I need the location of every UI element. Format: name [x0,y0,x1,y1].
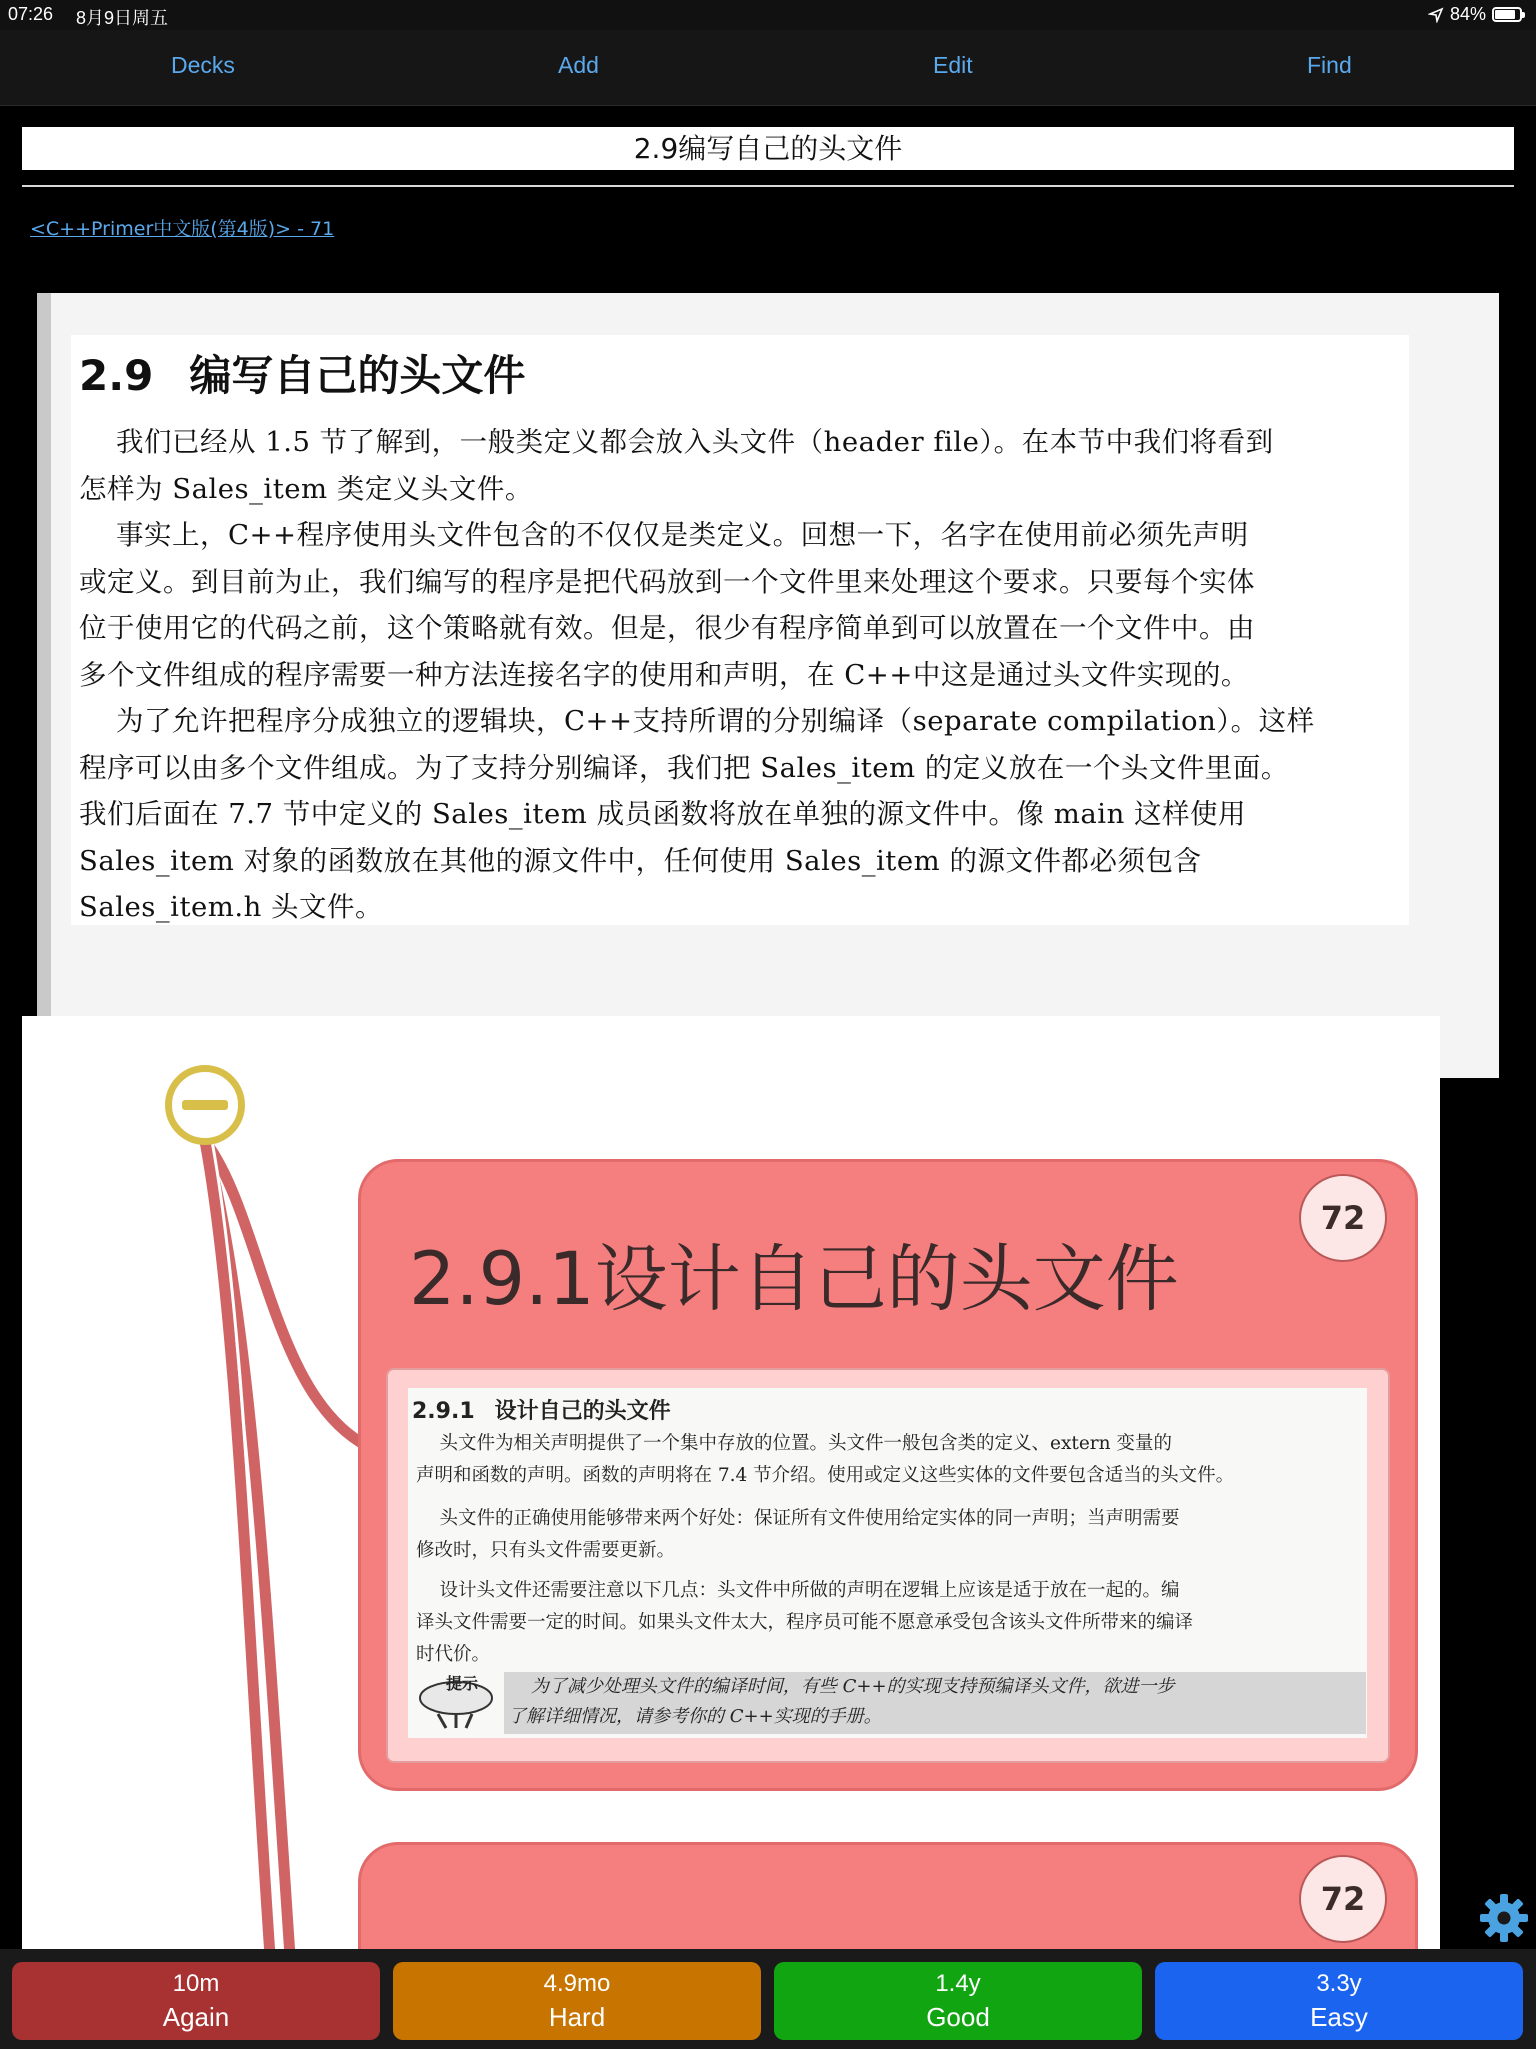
scan-heading-text: 设计自己的头文件 [494,1399,671,1424]
book-heading-number: 2.9 [79,351,154,400]
scan-heading-number: 2.9.1 [412,1399,475,1424]
again-label: Again [162,2002,230,2032]
status-time: 07:26 [8,4,54,24]
book-page-image [37,293,1499,1078]
good-label: Good [926,2002,990,2032]
top-nav-bar [0,30,1536,106]
status-right [1428,4,1522,25]
book-heading [79,343,525,403]
find-button[interactable]: Find [1307,52,1352,78]
mindmap-topic [358,1159,1418,1791]
again-interval: 10m [172,1970,220,1997]
mindmap-image [22,1016,1440,1949]
card-content[interactable] [0,107,1536,1949]
topic-scan-frame [386,1368,1390,1763]
add-button[interactable]: Add [558,52,599,78]
gear-icon[interactable] [1478,1892,1530,1944]
hard-interval: 4.9mo [543,1970,611,1997]
scan-paragraph-3: 设计头文件还需要注意以下几点：头文件中所做的声明在逻辑上应该是适于放在一起的。编 译头文件需要一定的时间。如果头文件太大，程序员可能不愿意承受包含该头文件所带来的编译 时代价。 [416,1580,1194,1665]
scan-paragraph-2: 头文件的正确使用能够带来两个好处：保证所有文件使用给定实体的同一声明；当声明需要 修改时，只有头文件需要更新。 [416,1508,1180,1561]
collapse-branch-icon [165,1065,245,1145]
book-heading-text: 编写自己的头文件 [189,351,526,400]
answer-divider [22,185,1514,187]
tip-label: 提示 [446,1674,479,1693]
scan-paragraph-1: 头文件为相关声明提供了一个集中存放的位置。头文件一般包含类的定义、extern 变量的 声明和函数的声明。函数的声明将在 7.4 节介绍。使用或定义这些实体的文件要包含适当的头文件。 [416,1433,1235,1486]
book-page-text [71,335,1409,925]
next-topic-page-badge: 72 [1299,1855,1387,1943]
again-button[interactable] [12,1962,380,2040]
good-button[interactable] [774,1962,1142,2040]
source-link[interactable]: <C++Primer中文版(第4版)> - 71 [30,218,335,240]
good-interval: 1.4y [935,1970,981,1997]
status-date: 8月9日周五 [76,8,169,28]
easy-label: Easy [1310,2002,1368,2032]
battery-percent: 84% [1449,4,1486,24]
hard-button[interactable] [393,1962,761,2040]
book-paragraph-1: 我们已经从 1.5 节了解到，一般类定义都会放入头文件（header file）。在本节中我们将看到 怎样为 Sales_item 类定义头文件。 [79,426,1274,505]
easy-button[interactable] [1155,1962,1523,2040]
topic-scan-page [408,1388,1367,1738]
battery-icon [1492,7,1522,22]
hard-label: Hard [548,2002,606,2032]
location-arrow-icon [1428,7,1444,23]
card-front-title: 2.9编写自己的头文件 [22,127,1514,170]
tip-text: 为了减少处理头文件的编译时间，有些 C++的实现支持预编译头文件，欲进一步 了解详细情况，请参考你的 C++实现的手册。 [508,1676,1175,1727]
book-paragraph-2: 事实上，C++程序使用头文件包含的不仅仅是类定义。回想一下，名字在使用前必须先声明 或定义。到目前为止，我们编写的程序是把代码放到一个文件里来处理这个要求。只要每个实体 位于使用它的代码之前，这个策略就有效。但是，很少有程序简单到可以放置在一个文件中。由 多个文件组成的程序需要一种方法连接名字的使用和声明，在 C++中这是通过头文件实现的。 [79,519,1255,691]
book-paragraph-3: 为了允许把程序分成独立的逻辑块，C++支持所谓的分别编译（separate compilation）。这样 程序可以由多个文件组成。为了支持分别编译，我们把 Sales_item 的定义放在一个头文件里面。 我们后面在 7.7 节中定义的 Sales_item 成员函数将放在单独的源文件中。像 main 这样使用 Sales_item 对象的函数放在其他的源文件中，任何使用 Sales_item 的源文件都必须包含 Sales_item.h 头文件。 [79,705,1315,923]
mindmap-next-topic [358,1842,1418,1949]
decks-button[interactable]: Decks [171,52,235,78]
edit-button[interactable]: Edit [933,52,973,78]
easy-interval: 3.3y [1316,1970,1362,1997]
answer-bar [0,1949,1536,2049]
scan-heading [412,1394,671,1425]
status-bar [0,0,1536,30]
topic-title: 2.9.1设计自己的头文件 [409,1237,1179,1322]
topic-page-badge: 72 [1299,1174,1387,1262]
